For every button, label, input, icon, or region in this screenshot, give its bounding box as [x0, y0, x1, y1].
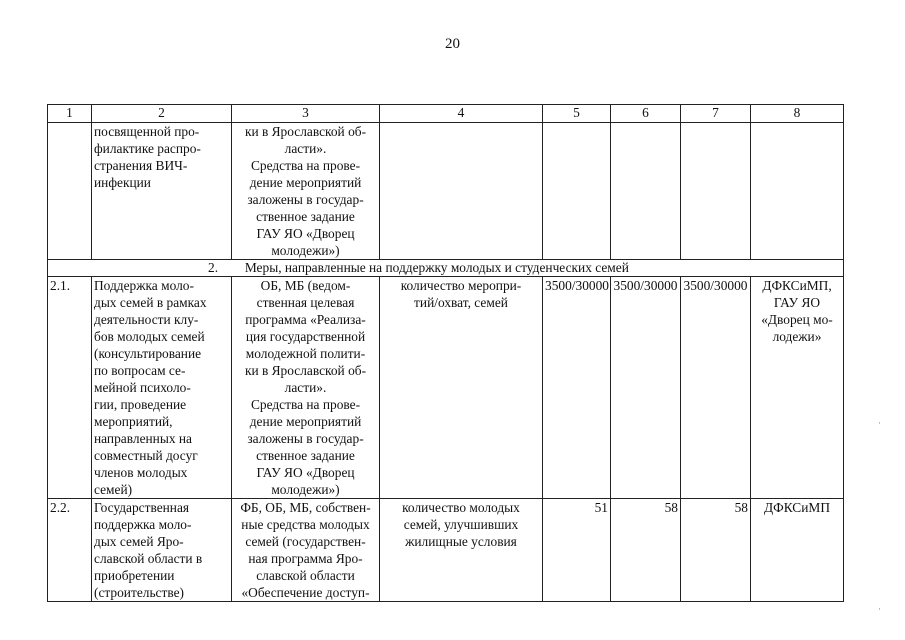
col-header-1: 1 — [48, 105, 92, 123]
funding-line: ласти». — [284, 380, 327, 395]
cont-funding-line: заложены в государ- — [247, 192, 364, 207]
value-year1: 51 — [543, 499, 611, 602]
executor-cell — [751, 277, 844, 499]
funding-line: ция государственной — [245, 329, 366, 344]
cont-val5-cell — [543, 123, 611, 260]
cont-measure-line: инфекции — [94, 175, 151, 190]
executor-line: «Дворец мо- — [761, 312, 833, 327]
cont-val7-cell — [681, 123, 751, 260]
value-year3: 58 — [681, 499, 751, 602]
cont-val6-cell — [611, 123, 681, 260]
funding-line: программа «Реализа- — [245, 312, 366, 327]
row-number: 2.2. — [48, 499, 92, 602]
funding-line: ОБ, МБ (ведом- — [260, 278, 351, 293]
measure-line: Поддержка моло- — [94, 278, 194, 293]
col-header-7: 7 — [681, 105, 751, 123]
measure-line: направленных на — [94, 431, 192, 446]
cont-funding-line: ки в Ярославской об- — [244, 124, 367, 139]
cont-measure-cell — [92, 123, 232, 260]
cont-num-cell — [48, 123, 92, 260]
margin-mark: · — [878, 604, 881, 614]
cont-funding-line: ственное задание — [256, 209, 355, 224]
funding-line: молодежной полити- — [245, 346, 366, 361]
margin-mark: · — [878, 418, 881, 428]
section-row — [48, 260, 844, 277]
funding-line: «Обеспечение доступ- — [241, 585, 370, 600]
executor-line: ДФКСиМП, — [762, 278, 832, 293]
measure-line: (консультирование — [94, 346, 202, 361]
value-year3: 3500/30000 — [681, 277, 751, 499]
measure-line: приобретении — [94, 568, 175, 583]
funding-line: ГАУ ЯО «Дворец — [256, 465, 355, 480]
funding-line: молодежи») — [271, 482, 340, 497]
section-title: Меры, направленные на поддержку молодых и студенческих семей — [244, 260, 629, 275]
executor-line: ГАУ ЯО — [773, 295, 821, 310]
cont-executor-cell — [751, 123, 844, 260]
cont-measure-line: посвященной про- — [94, 124, 200, 139]
funding-line: ственная целевая — [256, 295, 355, 310]
col-header-3: 3 — [232, 105, 380, 123]
cont-funding-line: Средства на прове- — [250, 158, 361, 173]
table-row — [48, 277, 844, 499]
measure-line: поддержка моло- — [94, 517, 192, 532]
cont-funding-line: дение мероприятий — [249, 175, 362, 190]
measure-line: мероприятий, — [94, 414, 173, 429]
cont-funding-cell — [232, 123, 380, 260]
indicator-cell — [380, 499, 543, 602]
measure-line: членов молодых — [94, 465, 188, 480]
cont-measure-line: странения ВИЧ- — [94, 158, 188, 173]
row-number: 2.1. — [48, 277, 92, 499]
funding-cell — [232, 499, 380, 602]
indicator-line: количество молодых — [402, 500, 520, 515]
measures-table — [47, 104, 844, 602]
col-header-6: 6 — [611, 105, 681, 123]
col-header-5: 5 — [543, 105, 611, 123]
cont-funding-line: ГАУ ЯО «Дворец — [256, 226, 355, 241]
executor-line: ДФКСиМП — [764, 500, 830, 515]
value-year2: 3500/30000 — [611, 277, 681, 499]
funding-line: дение мероприятий — [249, 414, 362, 429]
measure-line: дых семей Яро- — [94, 534, 184, 549]
cont-measure-line: филактике распро- — [94, 141, 201, 156]
section-heading — [48, 260, 844, 277]
section-number: 2. — [208, 260, 219, 275]
funding-line: ная программа Яро- — [248, 551, 363, 566]
measure-line: деятельности клу- — [94, 312, 199, 327]
funding-line: ФБ, ОБ, МБ, собствен- — [240, 500, 371, 515]
cont-funding-line: ласти». — [284, 141, 327, 156]
measure-cell — [92, 277, 232, 499]
executor-line: лодежи» — [772, 329, 822, 344]
indicator-line: количество меропри- — [400, 278, 522, 293]
measure-line: совместный досуг — [94, 448, 198, 463]
value-year1: 3500/30000 — [543, 277, 611, 499]
funding-cell — [232, 277, 380, 499]
funding-line: ные средства молодых — [241, 517, 370, 532]
indicator-line: семей, улучшивших — [403, 517, 519, 532]
col-header-8: 8 — [751, 105, 844, 123]
measure-line: Государственная — [94, 500, 190, 515]
measure-line: бов молодых семей — [94, 329, 205, 344]
measure-line: по вопросам се- — [94, 363, 186, 378]
funding-line: заложены в государ- — [247, 431, 364, 446]
cont-indicator-cell — [380, 123, 543, 260]
funding-line: ки в Ярославской об- — [244, 363, 367, 378]
funding-line: семей (государствен- — [245, 534, 366, 549]
cont-funding-line: молодежи») — [271, 243, 340, 258]
measure-line: (строительстве) — [94, 585, 185, 600]
measure-line: гии, проведение — [94, 397, 187, 412]
executor-cell — [751, 499, 844, 602]
measure-line: славской области в — [94, 551, 203, 566]
funding-line: славской области — [256, 568, 355, 583]
indicator-line: жилищные условия — [405, 534, 517, 549]
funding-line: ственное задание — [256, 448, 355, 463]
measure-line: дых семей в рамках — [94, 295, 207, 310]
table-row — [48, 499, 844, 602]
funding-line: Средства на прове- — [250, 397, 361, 412]
column-number-row — [48, 105, 844, 123]
measure-line: семей) — [94, 482, 133, 497]
indicator-cell — [380, 277, 543, 499]
measure-line: мейной психоло- — [94, 380, 191, 395]
continuation-row — [48, 123, 844, 260]
col-header-2: 2 — [92, 105, 232, 123]
value-year2: 58 — [611, 499, 681, 602]
page-number: 20 — [445, 36, 460, 52]
measure-cell — [92, 499, 232, 602]
indicator-line: тий/охват, семей — [414, 295, 508, 310]
col-header-4: 4 — [380, 105, 543, 123]
